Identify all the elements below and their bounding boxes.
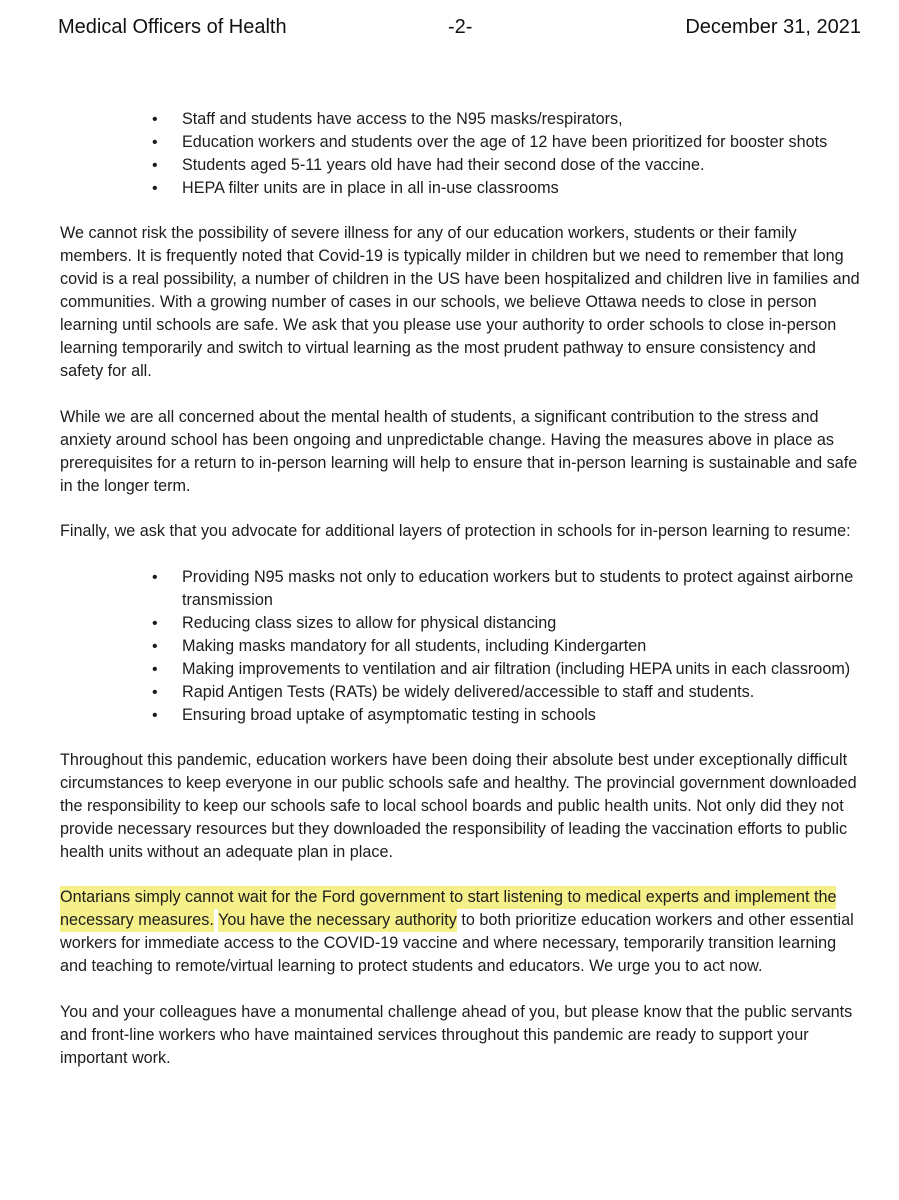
list-item: • HEPA filter units are in place in all in-use classrooms — [60, 177, 860, 200]
highlighted-text: You have the necessary authority — [218, 909, 457, 932]
list-item: • Making improvements to ventilation and air filtration (including HEPA units in each classroom) — [60, 658, 860, 681]
highlighted-text: Ontarians simply cannot wait for the Ford government to start listening to medical experts and implement the necessary measures. — [60, 886, 836, 932]
list-item: • Ensuring broad uptake of asymptomatic testing in schools — [60, 704, 860, 727]
list-item: • Making masks mandatory for all students, including Kindergarten — [60, 635, 860, 658]
paragraph-advocate: Finally, we ask that you advocate for additional layers of protection in schools for in-person learning to resume: — [60, 522, 851, 540]
paragraph-risk: We cannot risk the possibility of severe illness for any of our education workers, students or their family members. It is frequently noted that Covid-19 is typically milder in children but we need to remember that long covid is a real possibility, a number of children in the US have been hospitalized and children live in families and communities. With a growing number of cases in our schools, we believe Ottawa needs to close in person learning until schools are safe. We ask that you please use your authority to order schools to close in-person learning temporarily and switch to virtual learning as the most prudent pathway to ensure consistency and safety for all. — [60, 224, 860, 380]
paragraph-text: to both prioritize education workers and other essential workers for immediate access to the COVID-19 vaccine and where necessary, temporarily transition learning and teaching to remote/virtual learning to protect students and educators. We urge you to act now. — [60, 911, 854, 975]
paragraph-pandemic: Throughout this pandemic, education workers have been doing their absolute best under exceptionally difficult circumstances to keep everyone in our public schools safe and healthy. The provincial government downloaded the responsibility to keep our schools safe to local school boards and public health units. Not only did they not provide necessary resources but they downloaded the responsibility of leading the vaccination efforts to public health units without an adequate plan in place. — [60, 751, 857, 861]
conditions-list — [60, 108, 860, 200]
letter-body — [60, 108, 860, 1070]
list-item: • Staff and students have access to the N95 masks/respirators, — [60, 108, 860, 131]
header-date: December 31, 2021 — [685, 16, 861, 38]
header-page-number: -2- — [448, 16, 473, 38]
paragraph-urge — [60, 886, 860, 978]
list-item: • Reducing class sizes to allow for physical distancing — [60, 612, 860, 635]
paragraph-mental-health: While we are all concerned about the mental health of students, a significant contribution to the stress and anxiety around school has been ongoing and unpredictable change. Having the measures above in place as prerequisites for a return to in-person learning will help to ensure that in-person learning is sustainable and safe in the longer term. — [60, 408, 858, 495]
list-item: • Providing N95 masks not only to education workers but to students to protect against airborne transmission — [60, 566, 860, 612]
list-item: • Students aged 5-11 years old have had their second dose of the vaccine. — [60, 154, 860, 177]
list-item: • Rapid Antigen Tests (RATs) be widely delivered/accessible to staff and students. — [60, 681, 860, 704]
page-header — [58, 16, 861, 46]
protection-list — [60, 566, 860, 727]
header-recipient: Medical Officers of Health — [58, 16, 287, 38]
list-item: • Education workers and students over the age of 12 have been prioritized for booster shots — [60, 131, 860, 154]
paragraph-closing: You and your colleagues have a monumental challenge ahead of you, but please know that the public servants and front-line workers who have maintained services throughout this pandemic are ready to support your important work. — [60, 1003, 853, 1067]
